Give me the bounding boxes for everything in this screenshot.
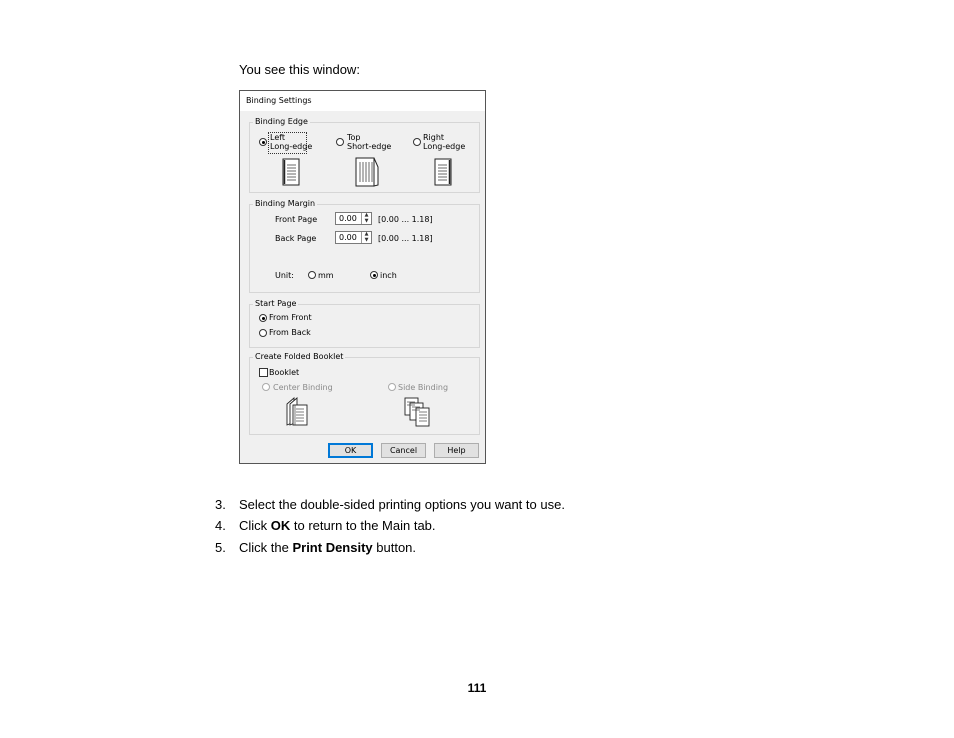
top-option-line2: Short-edge [347,142,392,151]
binding-margin-group [249,199,480,293]
center-binding-radio[interactable] [262,383,270,391]
folded-booklet-group [249,352,480,435]
step-5 [215,540,416,555]
left-option-line2: Long-edge [270,142,313,151]
side-binding-label: Side Binding [398,383,449,392]
top-short-edge-radio[interactable] [336,138,344,146]
right-long-edge-radio[interactable] [413,138,421,146]
front-page-spinner[interactable] [335,212,372,225]
side-binding-booklet-icon [403,396,433,428]
right-option-line2: Long-edge [423,142,466,151]
unit-inch-radio[interactable] [370,271,378,279]
left-long-edge-radio[interactable] [259,138,267,146]
booklet-label: Booklet [269,368,300,377]
right-option-line1: Right [423,133,445,142]
right-binding-icon [434,158,452,186]
step-text: Click the [239,540,293,555]
ok-reference: OK [270,518,291,533]
step-4 [215,518,436,533]
step-text: to return to the Main tab. [290,518,436,533]
left-option-line1: Left [270,133,286,142]
cancel-button[interactable]: Cancel [381,443,426,458]
binding-margin-legend: Binding Margin [255,199,316,208]
unit-mm-label: mm [318,271,334,280]
help-button[interactable]: Help [434,443,479,458]
side-binding-radio[interactable] [388,383,396,391]
print-density-reference: Print Density [292,540,373,555]
spinner-arrows-icon[interactable]: ▲ ▼ [361,213,371,224]
binding-edge-group [249,117,480,193]
step-number: 4. [215,518,226,533]
spinner-arrows-icon[interactable]: ▲ ▼ [361,232,371,243]
top-binding-icon [355,157,379,187]
ok-button[interactable]: OK [328,443,373,458]
from-front-label: From Front [269,313,312,322]
left-binding-icon [282,158,300,186]
start-page-legend: Start Page [255,299,297,308]
binding-settings-dialog [239,90,486,464]
step-text: Select the double-sided printing options you want to use. [239,497,565,512]
dialog-title: Binding Settings [240,91,485,111]
front-page-range: [0.00 ... 1.18] [378,215,433,224]
step-3 [215,497,565,512]
folded-booklet-legend: Create Folded Booklet [255,352,344,361]
start-page-group [249,299,480,348]
page-number: 111 [467,681,487,695]
binding-edge-legend: Binding Edge [255,117,308,126]
front-page-label: Front Page [275,215,318,224]
center-binding-label: Center Binding [273,383,333,392]
from-back-radio[interactable] [259,329,267,337]
unit-mm-radio[interactable] [308,271,316,279]
front-page-value[interactable]: 0.00 [339,214,357,223]
step-number: 5. [215,540,226,555]
unit-label: Unit: [275,271,294,280]
top-option-line1: Top [347,133,361,142]
center-binding-booklet-icon [284,396,310,426]
booklet-checkbox[interactable] [259,368,268,377]
back-page-label: Back Page [275,234,317,243]
from-back-label: From Back [269,328,311,337]
back-page-spinner[interactable] [335,231,372,244]
unit-inch-label: inch [380,271,397,280]
step-number: 3. [215,497,226,512]
back-page-value[interactable]: 0.00 [339,233,357,242]
intro-text: You see this window: [239,62,360,77]
back-page-range: [0.00 ... 1.18] [378,234,433,243]
step-text: button. [372,540,417,555]
from-front-radio[interactable] [259,314,267,322]
step-text: Click [239,518,271,533]
